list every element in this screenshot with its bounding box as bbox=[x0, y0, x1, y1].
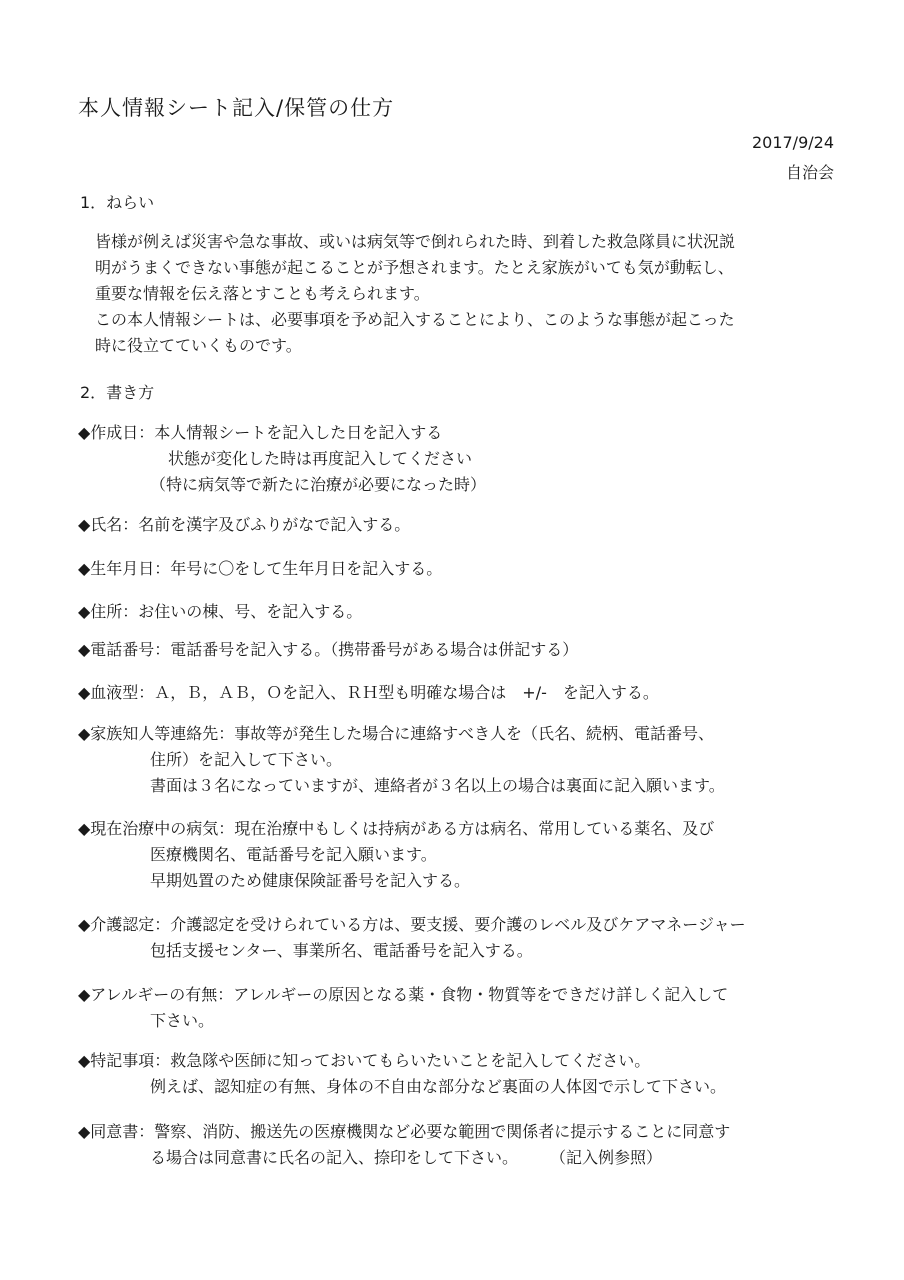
item-line: 包括支援センター、事業所名、電話番号を記入する。 bbox=[150, 941, 533, 960]
item-line: ◆血液型：Ａ，Ｂ，ＡＢ，Ｏを記入、ＲＨ型も明確な場合は +/- を記入する。 bbox=[78, 683, 659, 702]
item-line: 書面は３名になっていますが、連絡者が３名以上の場合は裏面に記入願います。 bbox=[150, 776, 725, 795]
instruction-item-current-illness bbox=[78, 816, 714, 894]
instruction-item-care-certification bbox=[78, 912, 746, 964]
instruction-item-allergies bbox=[78, 982, 728, 1034]
instruction-item-special-notes bbox=[78, 1048, 726, 1100]
paragraph-line: 皆様が例えば災害や急な事故、或いは病気等で倒れられた時、到着した救急隊員に状況説 bbox=[95, 232, 736, 251]
item-line: ◆現在治療中の病気：現在治療中もしくは持病がある方は病名、常用している薬名、及び bbox=[78, 819, 715, 838]
item-line: 例えば、認知症の有無、身体の不自由な部分など裏面の人体図で示して下さい。 bbox=[150, 1077, 727, 1096]
item-line: 医療機関名、電話番号を記入願います。 bbox=[150, 845, 437, 864]
instruction-item-consent bbox=[78, 1119, 730, 1171]
item-line: ◆生年月日：年号に〇をして生年月日を記入する。 bbox=[78, 559, 443, 578]
instruction-item-address bbox=[78, 599, 362, 625]
section-heading-instructions: 2．書き方 bbox=[80, 383, 155, 402]
instruction-item-emergency-contacts bbox=[78, 721, 725, 799]
organization-name: 自治会 bbox=[785, 163, 834, 182]
paragraph-line: 時に役立てていくものです。 bbox=[95, 336, 302, 355]
item-line: ◆同意書：警察、消防、搬送先の医療機関など必要な範囲で関係者に提示することに同意す bbox=[78, 1122, 731, 1141]
item-line: ◆電話番号：電話番号を記入する。（携帯番号がある場合は併記する） bbox=[78, 640, 579, 659]
item-line: ◆アレルギーの有無：アレルギーの原因となる薬・食物・物質等をできだけ詳しく記入して bbox=[78, 985, 729, 1004]
item-line: ◆特記事項：救急隊や医師に知っておいてもらいたいことを記入してください。 bbox=[78, 1051, 651, 1070]
item-line: （特に病気等で新たに治療が必要になった時） bbox=[150, 475, 487, 494]
item-line: る場合は同意書に氏名の記入、捺印をして下さい。 （記入例参照） bbox=[150, 1148, 663, 1167]
instruction-item-blood-type bbox=[78, 680, 659, 706]
paragraph-line: 明がうまくできない事態が起こることが予想されます。たとえ家族がいても気が動転し、 bbox=[95, 258, 734, 277]
item-line: ◆住所：お住いの棟、号、を記入する。 bbox=[78, 602, 363, 621]
item-line: ◆作成日：本人情報シートを記入した日を記入する bbox=[78, 423, 443, 442]
instruction-item-birthdate bbox=[78, 556, 442, 582]
item-line: ◆氏名：名前を漢字及びふりがなで記入する。 bbox=[78, 515, 411, 534]
document-date: 2017/9/24 bbox=[751, 133, 834, 152]
item-line: 住所）を記入して下さい。 bbox=[150, 750, 343, 769]
page-title: 本人情報シート記入/保管の仕方 bbox=[78, 96, 395, 120]
paragraph-line: この本人情報シートは、必要事項を予め記入することにより、このような事態が起こった bbox=[95, 310, 735, 329]
instruction-item-creation-date bbox=[78, 420, 486, 498]
item-line: 早期処置のため健康保険証番号を記入する。 bbox=[150, 871, 471, 890]
item-line: 状態が変化した時は再度記入してください bbox=[168, 449, 473, 468]
instruction-item-name bbox=[78, 512, 410, 538]
paragraph-line: 重要な情報を伝え落とすことも考えられます。 bbox=[95, 284, 430, 303]
item-line: ◆介護認定：介護認定を受けられている方は、要支援、要介護のレベル及びケアマネージャー bbox=[78, 915, 746, 934]
item-line: ◆家族知人等連絡先：事故等が発生した場合に連絡すべき人を（氏名、続柄、電話番号、 bbox=[78, 724, 714, 743]
section-heading-purpose: 1．ねらい bbox=[80, 193, 155, 212]
item-line: 下さい。 bbox=[150, 1011, 215, 1030]
instruction-item-phone bbox=[78, 637, 578, 663]
purpose-paragraph bbox=[95, 229, 735, 359]
